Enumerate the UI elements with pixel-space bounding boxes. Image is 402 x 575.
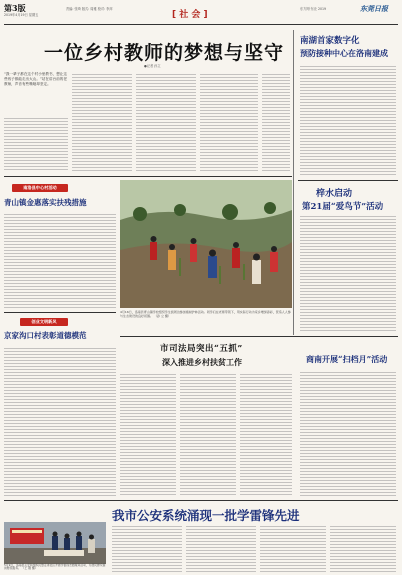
police-image: [4, 522, 106, 564]
bottom-rule: [4, 500, 398, 501]
bottom-body-col-2: [186, 524, 256, 572]
right-low-body: [300, 370, 396, 496]
right-mid-title-2: 第21届“爱鸟节”活动: [302, 202, 384, 212]
left-low-body: [4, 346, 116, 496]
right-top-rule: [298, 180, 398, 181]
bottom-caption: [4, 564, 108, 571]
column-divider: [293, 30, 294, 335]
center-low-rule: [120, 336, 398, 337]
masthead: [4, 3, 398, 25]
right-top-title-1: 南湖首家数字化: [300, 36, 360, 46]
tree-planting-photo: [120, 180, 292, 308]
center-low-body-col-3: [240, 372, 292, 496]
left-mid-body: [4, 212, 116, 310]
right-mid-body: [300, 214, 396, 332]
right-mid-title-1: 梓水启动: [316, 189, 353, 199]
lead-body-col-4: [200, 72, 258, 172]
center-low-body-col-2: [180, 372, 236, 496]
center-low-title-1: 市司法局突出“五抓”: [160, 344, 243, 354]
masthead-rule: [4, 24, 398, 25]
left-low-rule: [4, 312, 116, 313]
left-low-ribbon: 创业文明新风: [20, 318, 68, 326]
lead-intro: “我一辈子都在这个村小里教书，想让这些孩子都能走出大山。”站在讲台前的老教师，声音有些嘶哑却坚定。: [4, 72, 67, 86]
lead-title: 一位乡村教师的梦想与坚守: [44, 42, 285, 64]
bottom-title: 我市公安系统涌现一批学雷锋先进: [112, 508, 300, 523]
bottom-body-col-1: [112, 524, 182, 572]
bottom-caption-text: 5月9日，洛南县公安局组织民警走进社区开展学雷锋志愿服务活动，为居民群众提供便民服务。: [4, 563, 106, 571]
left-mid-rule: [4, 176, 292, 177]
right-top-title-2: 预防接种中心在洛南建成: [300, 48, 388, 58]
bottom-credit: （王 刚 摄）: [21, 566, 38, 571]
photo-caption-text: 4月16日，洛南县青山镇学校组织学生到周边参加植树护林活动。同学们在老师带领下，用实际行动为家乡增绿添彩，营造人人参与生态建设的良好氛围。: [120, 310, 291, 318]
section-label: [ 社 会 ]: [172, 10, 208, 20]
lead-body-col-5: [262, 72, 290, 172]
bottom-body-col-3: [260, 524, 326, 572]
site-line: 东方网·东北 2019: [300, 7, 327, 11]
right-top-body: [300, 64, 396, 176]
editors-line: 责编: 张琦 版式: 周雅 校对: 李萍: [66, 7, 113, 11]
photo-caption: [120, 310, 292, 318]
page-number: 第3版: [4, 3, 26, 13]
dateline: 2019年4月19日 星期五: [4, 13, 39, 17]
paper-logo: 东莞日报: [360, 4, 388, 13]
center-low-body-col-1: [120, 372, 176, 496]
lead-byline: ●记者 孙立: [144, 64, 161, 68]
left-mid-ribbon: 南洛县中心村活动: [12, 184, 68, 192]
police-photo: [4, 522, 106, 564]
center-low-title-2: 深入推进乡村扶贫工作: [162, 357, 242, 367]
right-low-title: 商南开展“扫档月”活动: [306, 354, 388, 364]
lead-body-col-2: [72, 72, 132, 172]
photo-credit: （孙 立 摄）: [153, 314, 171, 318]
left-mid-title: 青山镇金惠落实扶残措施: [4, 198, 87, 207]
lead-body-col-1: [4, 116, 68, 172]
bottom-body-col-4: [330, 524, 396, 572]
tree-planting-image: [120, 180, 292, 308]
left-low-title: 京家沟口村表彰道德模范: [4, 331, 87, 340]
lead-body-col-3: [136, 72, 196, 172]
